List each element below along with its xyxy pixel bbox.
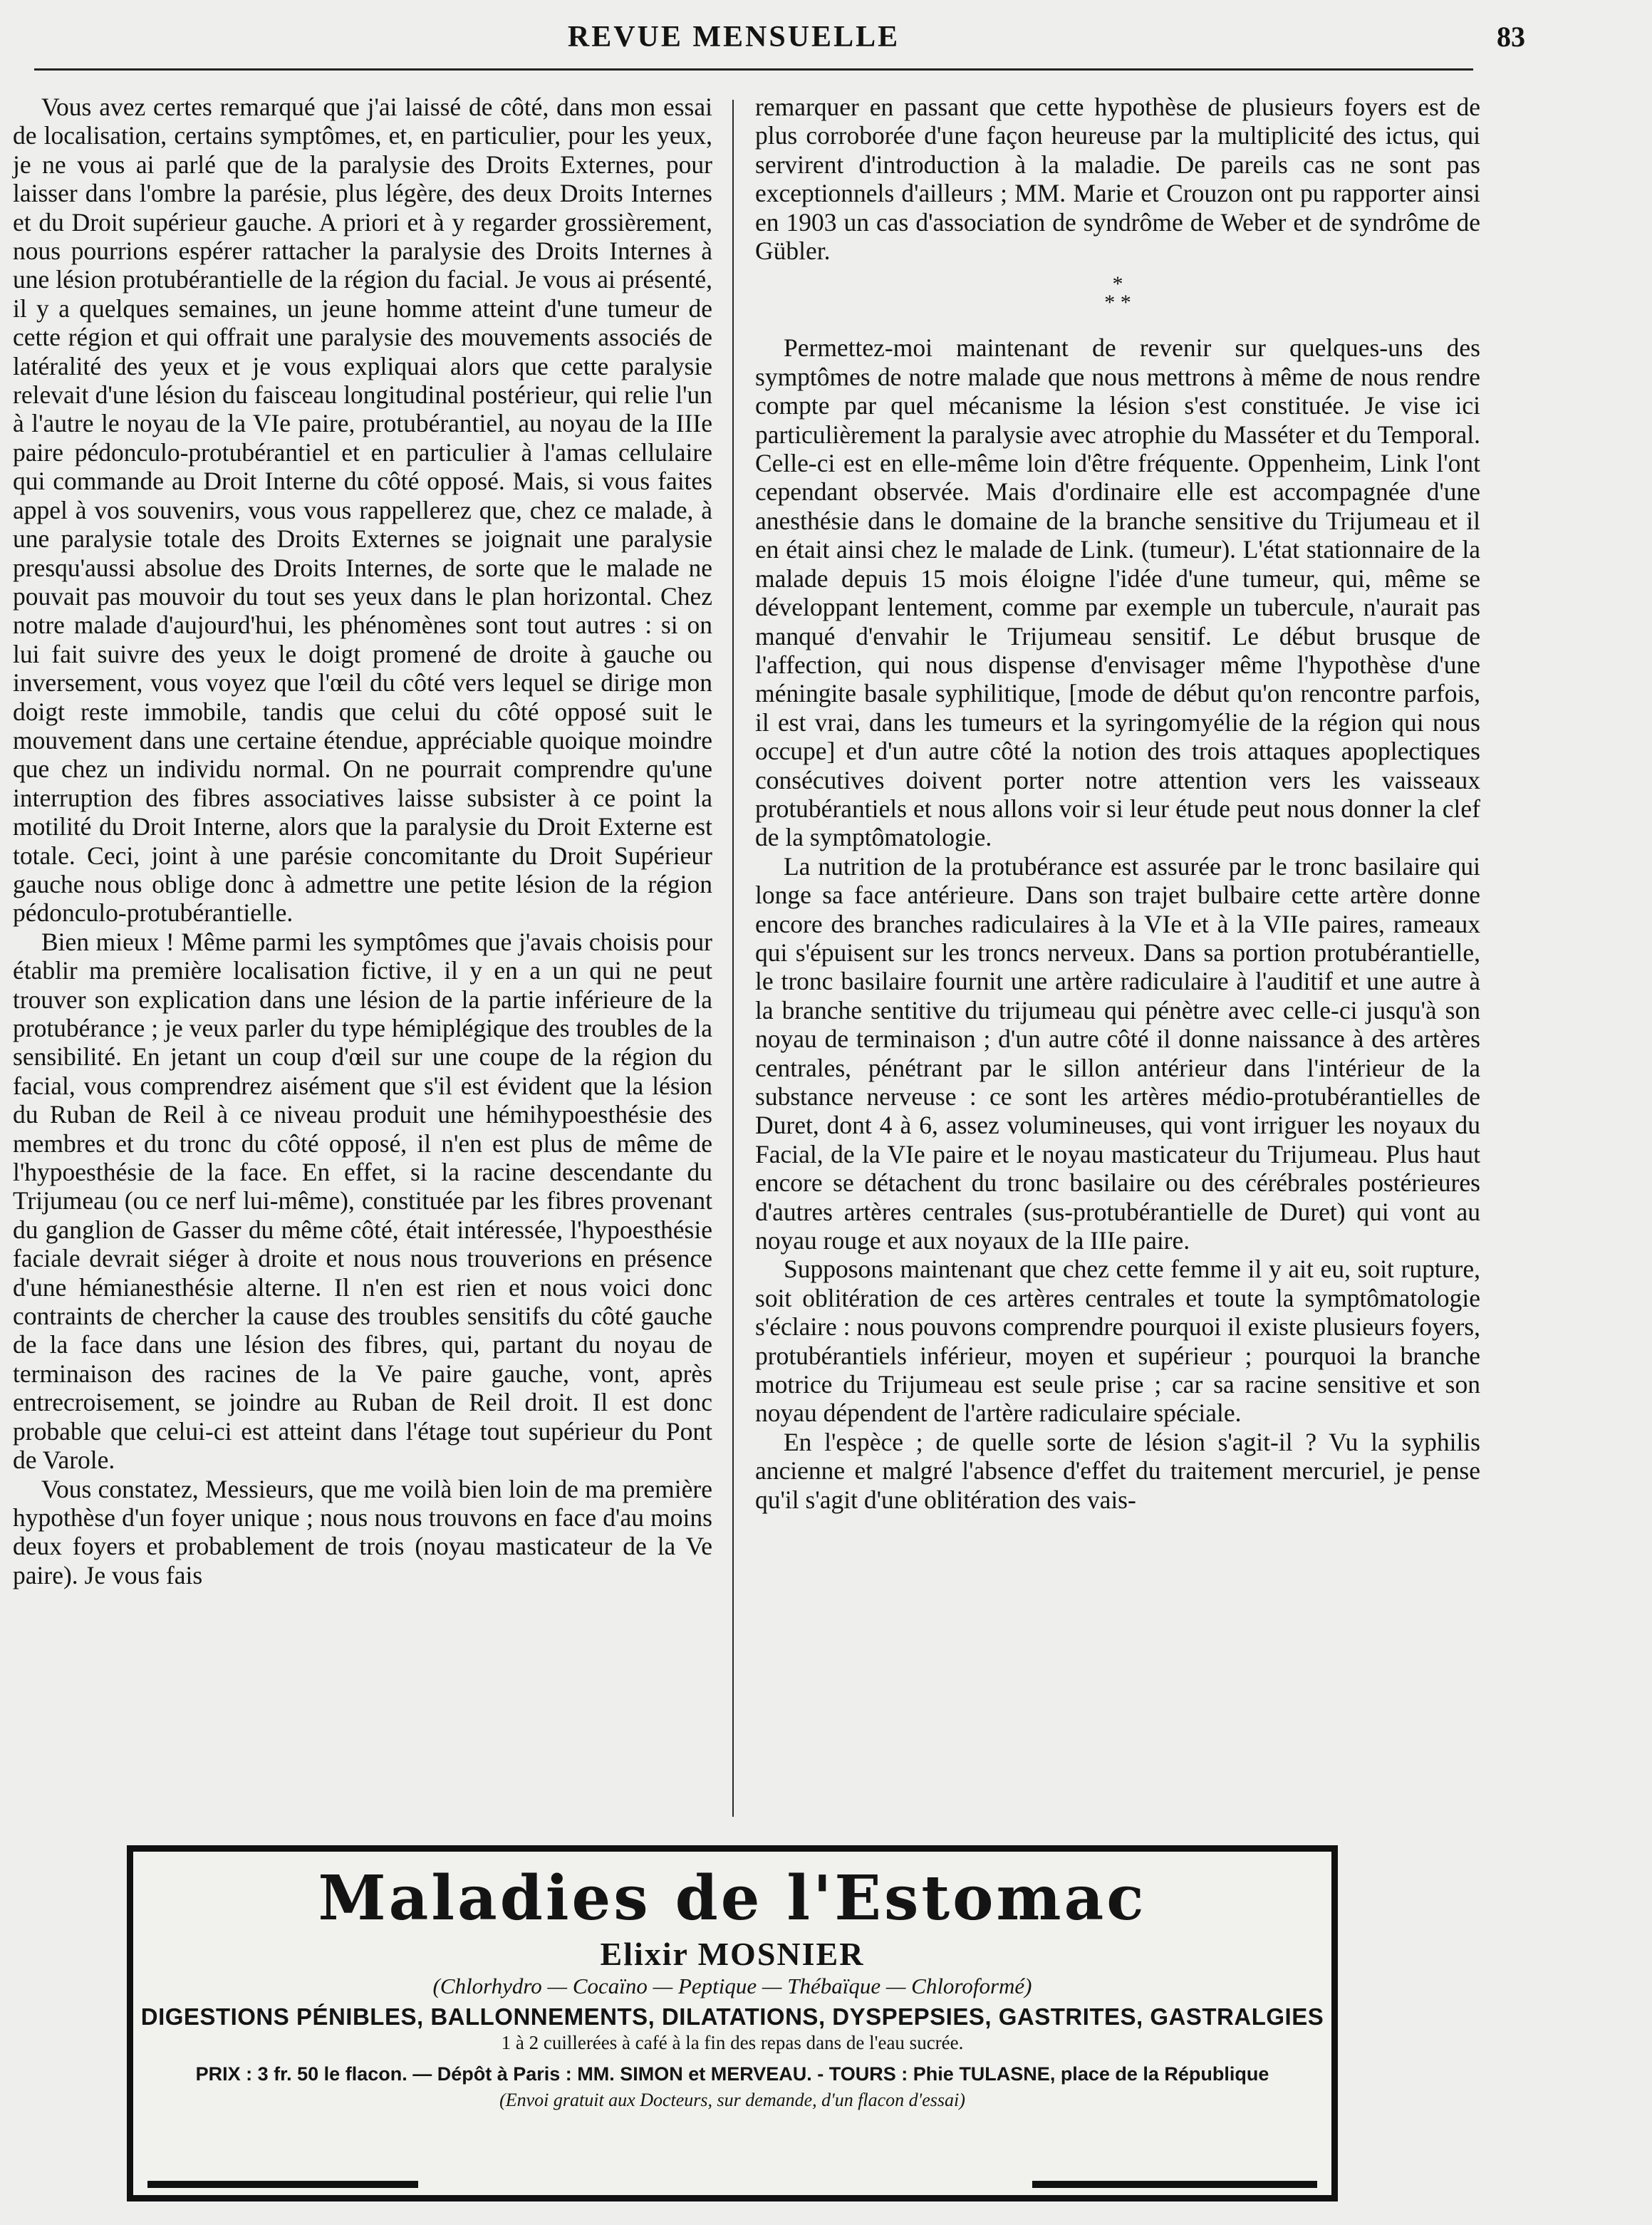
ad-bottom-bar-right — [1032, 2181, 1317, 2188]
ad-bottom-bar-left — [147, 2181, 418, 2188]
advertisement-box — [127, 1845, 1338, 2201]
ad-product-name: Elixir MOSNIER — [600, 1936, 865, 1972]
asterism-top: * — [1112, 272, 1123, 296]
header-rule — [34, 68, 1473, 71]
right-column — [755, 93, 1480, 1514]
running-title: REVUE MENSUELLE — [567, 21, 900, 53]
right-paragraph-3: Supposons maintenant que chez cette femme il y ait eu, soit rupture, soit oblitération de ces artères centrales et toute la symptômatologie s'éclaire : nous pouvons comprendre pourquoi il existe plusieurs foyers, protubérantiels inférieur, moyen et supérieur ; pourquoi la branche motrice du Trijumeau est seule prise ; car sa racine sensitive et son noyau dépendent de l'artère radiculaire spéciale. — [755, 1255, 1480, 1428]
ad-sample-line: (Envoi gratuit aux Docteurs, sur demande, d'un flacon d'essai) — [499, 2090, 965, 2110]
column-divider — [732, 100, 734, 1817]
left-paragraph-3: Vous constatez, Messieurs, que me voilà bien loin de ma première hypothèse d'un foyer unique ; nous nous trouvons en face d'au moins deux foyers et probablement de trois (noyau masticateur de la Ve paire). Je vous fais — [13, 1474, 712, 1589]
asterism-divider — [755, 272, 1480, 315]
ad-dosage: 1 à 2 cuillerées à café à la fin des repas dans de l'eau sucrée. — [501, 2032, 964, 2053]
page-number: 83 — [1497, 21, 1525, 53]
left-column — [13, 93, 712, 1589]
right-paragraph-4: En l'espèce ; de quelle sorte de lésion s'agit-il ? Vu la syphilis ancienne et malgré l'absence d'effet du traitement mercuriel, je pense qu'il s'agit d'une oblitération des vais- — [755, 1427, 1480, 1514]
ad-variants: (Chlorhydro — Cocaïno — Peptique — Thébaïque — Chloroformé) — [432, 1974, 1032, 1998]
right-paragraph-2: La nutrition de la protubérance est assurée par le tronc basilaire qui longe sa face antérieure. Dans son trajet bulbaire cette artère donne encore des branches radiculaires à la VIe et à la VIIe paires, rameaux qui s'épuisent sur les troncs nerveux. Dans sa portion protubérantielle, le tronc basilaire fournit une artère radiculaire à l'auditif et une autre à la branche sentitive du trijumeau qui pénètre avec celle-ci jusqu'à son noyau de terminaison ; d'un autre côté il donne naissance à des artères centrales, pénétrant par le sillon antérieur dans l'intérieur de la substance nerveuse : ce sont les artères médio-protubérantielles de Duret, dont 4 à 6, assez volumineuses, qui vont irriguer les noyaux du Facial, de la VIe paire et le noyau masticateur du Trijumeau. Plus haut encore se détachent du tronc basilaire ou des cérébrales postérieures d'autres artères centrales (sus-protubérantielle de Duret) qui vont au noyau rouge et aux noyaux de la IIIe paire. — [755, 851, 1480, 1255]
asterism-bottom: * * — [1104, 291, 1131, 315]
left-paragraph-1: Vous avez certes remarqué que j'ai laissé de côté, dans mon essai de localisation, certains symptômes, et, en particulier, pour les yeux, je ne vous ai parlé que de la paralysie des Droits Externes, pour laisser dans l'ombre la parésie, plus légère, des deux Droits Internes et du Droit supérieur gauche. A priori et à y regarder grossièrement, nous pourrions espérer rattacher la paralysie des Droits Internes à une lésion protubérantielle de la région du facial. Je vous ai présenté, il y a quelques semaines, un jeune homme atteint d'une tumeur de cette région et qui offrait une paralysie des mouvements associés de latéralité des yeux et je vous expliquai alors que cette paralysie relevait d'une lésion du faisceau longitudinal postérieur, qui relie l'un à l'autre le noyau de la VIe paire, protubérantiel, au noyau de la IIIe paire pédonculo-protubérantiel et en particulier à l'amas cellulaire qui commande au Droit Interne du côté opposé. Mais, si vous faites appel à vos souvenirs, vous vous rappellerez que, chez ce malade, à une paralysie totale des Droits Externes se joignait une paralysie presqu'aussi absolue des Droits Internes, de sorte que le malade ne pouvait pas mouvoir du tout ses yeux dans le plan horizontal. Chez notre malade d'aujourd'hui, les phénomènes sont tout autres : si on lui fait suivre des yeux le doigt promené de droite à gauche ou inversement, vous voyez que l'œil du côté vers lequel se dirige mon doigt reste immobile, tandis que celui du côté opposé suit le mouvement dans une certaine étendue, appréciable quoique moindre que chez un individu normal. On ne pourrait comprendre qu'une interruption des fibres associatives laisse subsister à ce point la motilité du Droit Interne, alors que la paralysie du Droit Externe est totale. Ceci, joint à une parésie concomitante du Droit Supérieur gauche nous oblige donc à admettre une petite lésion de la région pédonculo-protubérantielle. — [13, 93, 712, 928]
ad-indications: DIGESTIONS PÉNIBLES, BALLONNEMENTS, DILATATIONS, DYSPEPSIES, GASTRITES, GASTRALGIES — [140, 2003, 1324, 2030]
left-paragraph-2: Bien mieux ! Même parmi les symptômes que j'avais choisis pour établir ma première localisation fictive, il y en a un qui ne peut trouver son explication dans une lésion de la partie inférieure de la protubérance ; je veux parler du type hémiplégique des troubles de la sensibilité. En jetant un coup d'œil sur une coupe de la région du facial, vous comprendrez aisément que s'il est évident que la lésion du Ruban de Reil à ce niveau produit une hémihypoesthésie des membres et du tronc du côté opposé, il n'en est plus de même de l'hypoesthésie de la face. En effet, si la racine descendante du Trijumeau (ou ce nerf lui-même), constituée par les fibres provenant du ganglion de Gasser du même côté, était intéressée, l'hypoesthésie faciale devrait siéger à droite et nous nous trouverions en présence d'une hémianesthésie alterne. Il n'en est rien et nous voici donc contraints de chercher la cause des troubles sensitifs du côté gauche de la face dans une lésion des fibres, qui, partant du noyau de terminaison des racines de la Ve paire gauche, vont, après entrecroisement, se joindre au Ruban de Reil droit. Il est donc probable que celui-ci est atteint dans l'étage tout supérieur du Pont de Varole. — [13, 927, 712, 1475]
right-continuation: remarquer en passant que cette hypothèse de plusieurs foyers est de plus corroborée d'une façon heureuse par la multiplicité des ictus, qui servirent d'introduction à la maladie. De pareils cas ne sont pas exceptionnels d'ailleurs ; MM. Marie et Crouzon ont pu rapporter ainsi en 1903 un cas d'association de syndrôme de Weber et de syndrôme de Gübler. — [755, 93, 1480, 266]
page-header — [0, 20, 1652, 63]
ad-title: Maladies de l'Estomac — [318, 1862, 1147, 1934]
ad-price-line: PRIX : 3 fr. 50 le flacon. — Dépôt à Paris : MM. SIMON et MERVEAU. - TOURS : Phie TULASNE, place de la République — [195, 2063, 1269, 2085]
right-paragraph-1: Permettez-moi maintenant de revenir sur quelques-uns des symptômes de notre malade que nous mettrons à même de nous rendre compte par quel mécanisme la lésion s'est constituée. Je vise ici particulièrement la paralysie avec atrophie du Masséter et du Temporal. Celle-ci est en elle-même loin d'être fréquente. Oppenheim, Link l'ont cependant observée. Mais d'ordinaire elle est accompagnée d'une anesthésie dans le domaine de la branche sensitive du Trijumeau et il en était ainsi chez le malade de Link. (tumeur). L'état stationnaire de la malade depuis 15 mois éloigne l'idée d'une tumeur, qui, même se développant lentement, comme par exemple un tubercule, n'aurait pas manqué d'envahir le Trijumeau sensitif. Le début brusque de l'affection, qui nous dispense d'envisager même l'hypothèse d'une méningite basale syphilitique, [mode de début qu'on rencontre parfois, il est vrai, dans les tumeurs et la syringomyélie de la région qui nous occupe] et d'un autre côté la notion des trois attaques apoplectiques consécutives doivent porter notre attention vers les vaisseaux protubérantiels et nous allons voir si leur étude peut nous donner la clef de la symptômatologie. — [755, 333, 1480, 852]
